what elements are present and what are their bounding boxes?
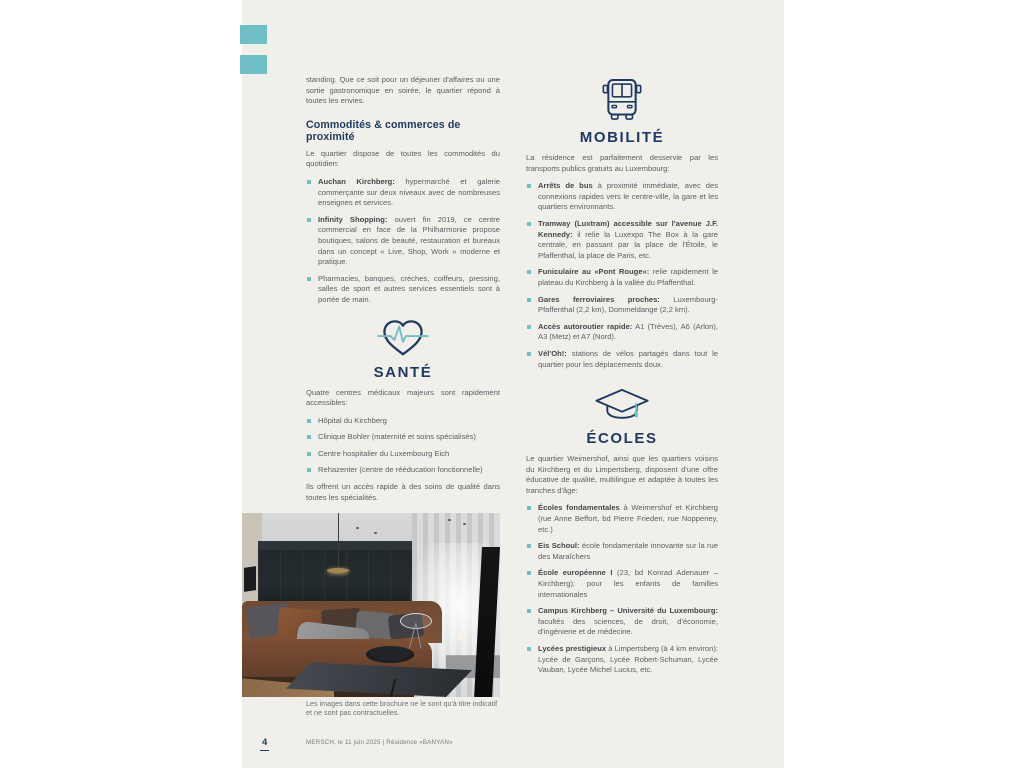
bullet-text: il relie la Luxexpo The Box à la gare centrale, en passant par la place de l'Étoile, le Pfaffenthal, la place de Paris, etc. [538,229,718,260]
left-column [306,75,500,509]
list-item [306,465,500,476]
bullet-square-icon [307,435,311,439]
bullet-text: Pharmacies, banques, crèches, coiffeurs, pressing, salles de sport et autres services essentiels sont à portée de main. [318,273,500,304]
bullet-square-icon [527,609,531,613]
heart-pulse-icon [377,318,429,358]
photo-table-lamp [457,633,465,641]
bullet-square-icon [527,270,531,274]
bullet-text: A1 (Trèves), A6 (Arlon), A3 (Metz) et A7 (Nord). [538,321,718,342]
list-item [526,295,718,316]
bullet-bold: École européenne I [538,568,613,578]
sante-heading: SANTÉ [373,363,433,381]
photo-decor-bowl [366,646,414,663]
bullet-bold: Auchan Kirchberg: [318,176,395,186]
bullet-bold: Funiculaire au «Pont Rouge»: [538,267,650,277]
bullet-text: Clinique Bohler (maternité et soins spécialisés) [318,432,476,442]
list-item [306,274,500,306]
list-item [526,181,718,213]
list-item [526,219,718,261]
bullet-square-icon [527,184,531,188]
bullet-text: (23, bd Konrad Adenauer – Kirchberg): pour les enfants de familles internationales [538,568,718,599]
bullet-bold: Vél'Oh!: [538,348,567,358]
bullet-square-icon [527,222,531,226]
bullet-square-icon [527,325,531,329]
bullet-bold: Infinity Shopping: [318,214,388,224]
sante-section-head [306,318,500,381]
list-item [306,177,500,209]
list-item [526,568,718,600]
teal-accent-square [240,25,267,44]
bullet-text: Hôpital du Kirchberg [318,415,387,425]
photo-ceiling-spot [448,519,451,521]
bullet-bold: Accès autoroutier rapide: [538,321,633,331]
list-item [306,215,500,268]
list-item [526,541,718,562]
list-item [526,267,718,288]
photo-wall-sconce [244,566,256,592]
ecoles-section-head [526,388,718,447]
bullet-bold: Campus Kirchberg – Université du Luxembourg: [538,606,718,616]
mobilite-lead: La résidence est parfaitement desservie par les transports publics gratuits au Luxembourg: [526,153,718,173]
bullet-square-icon [307,452,311,456]
bullet-bold: Tramway (Luxtram) accessible sur l'avenue J.F. Kennedy: [538,218,718,239]
list-item [306,416,500,427]
list-item [526,503,718,535]
bullet-text: stations de vélos partagés dans tout le quartier pour les déplacements doux. [538,348,718,369]
photo-cabinet-top [258,541,414,550]
intro-paragraph: standing. Que ce soit pour un déjeuner d'affaires ou une sortie gastronomique en soirée, le quartier répond à toutes les envies. [306,75,500,106]
bullet-text: facultés des sciences, de droit, d'économie, d'ingénierie et de médecine. [538,616,718,637]
bullet-text: Luxembourg-Pfaffenthal (2,2 km), Dommeldange (2,2 km). [538,294,718,315]
mobilite-section-head [526,77,718,146]
photo-ceiling-spot [374,532,377,534]
bullet-square-icon [307,468,311,472]
bullet-bold: Écoles fondamentales [538,503,620,513]
bullet-text: hypermarché et galerie commerçante sur deux niveaux avec de nombreuses enseignes et services. [318,176,500,208]
bullet-square-icon [307,218,311,222]
bullet-text: école fondamentale innovante sur la rue des Maraîchers [538,541,718,561]
graduation-cap-icon [593,388,651,424]
footer-text: MERSCH, le 11 juin 2025 | Résidence «BANYAN» [306,739,453,746]
commodites-heading: Commodités & commerces de proximité [306,118,461,143]
teal-accent-square [240,55,267,74]
bullet-square-icon [527,506,531,510]
bullet-bold: Gares ferroviaires proches: [538,294,660,304]
commodites-list [306,177,500,306]
bullet-text: relie rapidement le plateau du Kirchberg à la vallée du Pfaffenthal. [538,267,718,287]
list-item [526,606,718,638]
photo-ceiling-spot [463,523,466,525]
bullet-bold: Lycées prestigieux [538,644,607,653]
sante-outro: Ils offrent un accès rapide à des soins de qualité dans toutes les spécialités. [306,482,500,502]
brochure-page [242,0,784,768]
bullet-text: Centre hospitalier du Luxembourg Eich [318,448,450,458]
bullet-bold: Eis Schoul: [538,541,580,551]
list-item [526,349,718,370]
page-footer [242,735,784,759]
bullet-text: à Weimershof et Kirchberg (rue Anne Beffort, bd Pierre Frieden, rue Noppeney, etc.) [538,503,718,534]
photo-ceiling-spot [356,527,359,529]
mobilite-list [526,181,718,370]
bullet-square-icon [527,571,531,575]
sante-list [306,416,500,476]
bullet-square-icon [527,544,531,548]
list-item [526,644,718,676]
photo-caption: Les images dans cette brochure ne le sont qu'à titre indicatif et ne sont pas contractuelles. [306,699,498,717]
bullet-bold: Arrêts de bus [538,181,593,191]
commodites-lead: Le quartier dispose de toutes les commodités du quotidien: [306,148,500,169]
photo-pendant-cord [338,513,339,569]
bullet-square-icon [307,419,311,423]
bullet-square-icon [527,647,531,651]
ecoles-list [526,503,718,675]
bullet-square-icon [527,352,531,356]
bullet-square-icon [527,298,531,302]
interior-photo [242,513,500,697]
mobilite-heading: MOBILITÉ [579,129,665,146]
sante-lead: Quatre centres médicaux majeurs sont rapidement accessibles: [306,387,500,408]
list-item [526,322,718,343]
bullet-text: ouvert fin 2019, ce centre commercial en face de la Philharmonie propose boutiques, salons de beauté, restauration et bureaux dans un concept « Live, Shop, Work » moderne et pratique. [318,214,500,267]
list-item [306,432,500,443]
bullet-square-icon [307,277,311,281]
right-column [526,65,718,682]
list-item [306,449,500,460]
bullet-text: Rehazenter (centre de rééducation fonctionnelle) [318,465,483,475]
bullet-square-icon [307,180,311,184]
bullet-text: à Limpertsberg (à 4 km environ): Lycée de Garçons, Lycée Robert-Schuman, Lycée Vauban, Lycée Michel Lucius, etc. [538,644,718,675]
ecoles-lead: Le quartier Weimershof, ainsi que les quartiers voisins du Kirchberg et du Limpertsberg, disposent d'une offre éducative de qualité, multilingue et adaptée à toutes les tranches d'âge: [526,454,718,495]
photo-pendant-lamp [327,568,349,573]
bullet-text: à proximité immédiate, avec des connexions rapides vers le centre-ville, la gare et les quartiers environnants. [538,181,719,212]
ecoles-heading: ÉCOLES [586,430,658,448]
bus-icon [602,77,642,123]
page-number: 4 [260,737,269,751]
